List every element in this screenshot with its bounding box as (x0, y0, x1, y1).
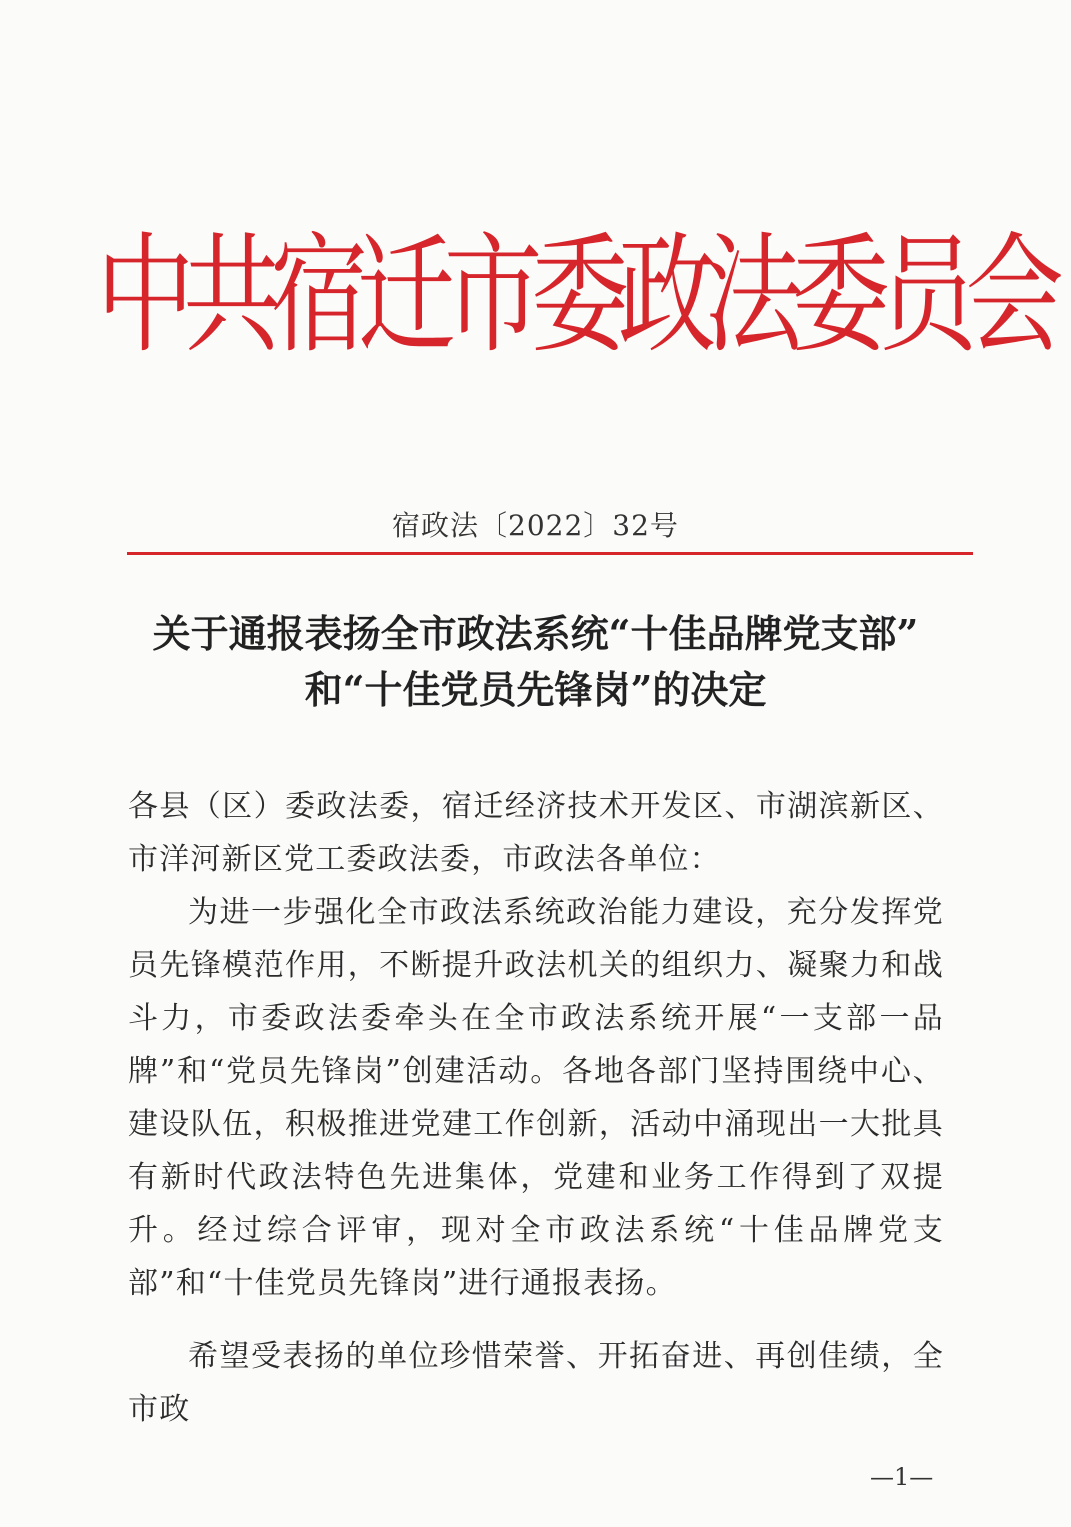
document-number: 宿政法〔2022〕32号 (392, 509, 679, 542)
page-number: —1— (870, 1463, 934, 1491)
org-masthead: 中共宿迁市委政法委员会 (96, 221, 1053, 372)
document-body (128, 780, 944, 1436)
title-line-1: 关于通报表扬全市政法系统“十佳品牌党支部” (152, 611, 919, 656)
salutation: 各县（区）委政法委，宿迁经济技术开发区、市湖滨新区、市洋河新区党工委政法委，市政法各单位： (128, 789, 944, 877)
document-title (100, 606, 971, 718)
red-divider (127, 552, 973, 555)
body-paragraph-2: 希望受表扬的单位珍惜荣誉、开拓奋进、再创佳绩，全市政 (128, 1339, 944, 1427)
body-paragraph-1: 为进一步强化全市政法系统政治能力建设，充分发挥党员先锋模范作用，不断提升政法机关的组织力、凝聚力和战斗力，市委政法委牵头在全市政法系统开展“一支部一品牌”和“党员先锋岗”创建活动。各地各部门坚持围绕中心、建设队伍，积极推进党建工作创新，活动中涌现出一大批具有新时代政法特色先进集体，党建和业务工作得到了双提升。经过综合评审，现对全市政法系统“十佳品牌党支部”和“十佳党员先锋岗”进行通报表扬。 (128, 895, 944, 1301)
title-line-2: 和“十佳党员先锋岗”的决定 (304, 667, 767, 712)
